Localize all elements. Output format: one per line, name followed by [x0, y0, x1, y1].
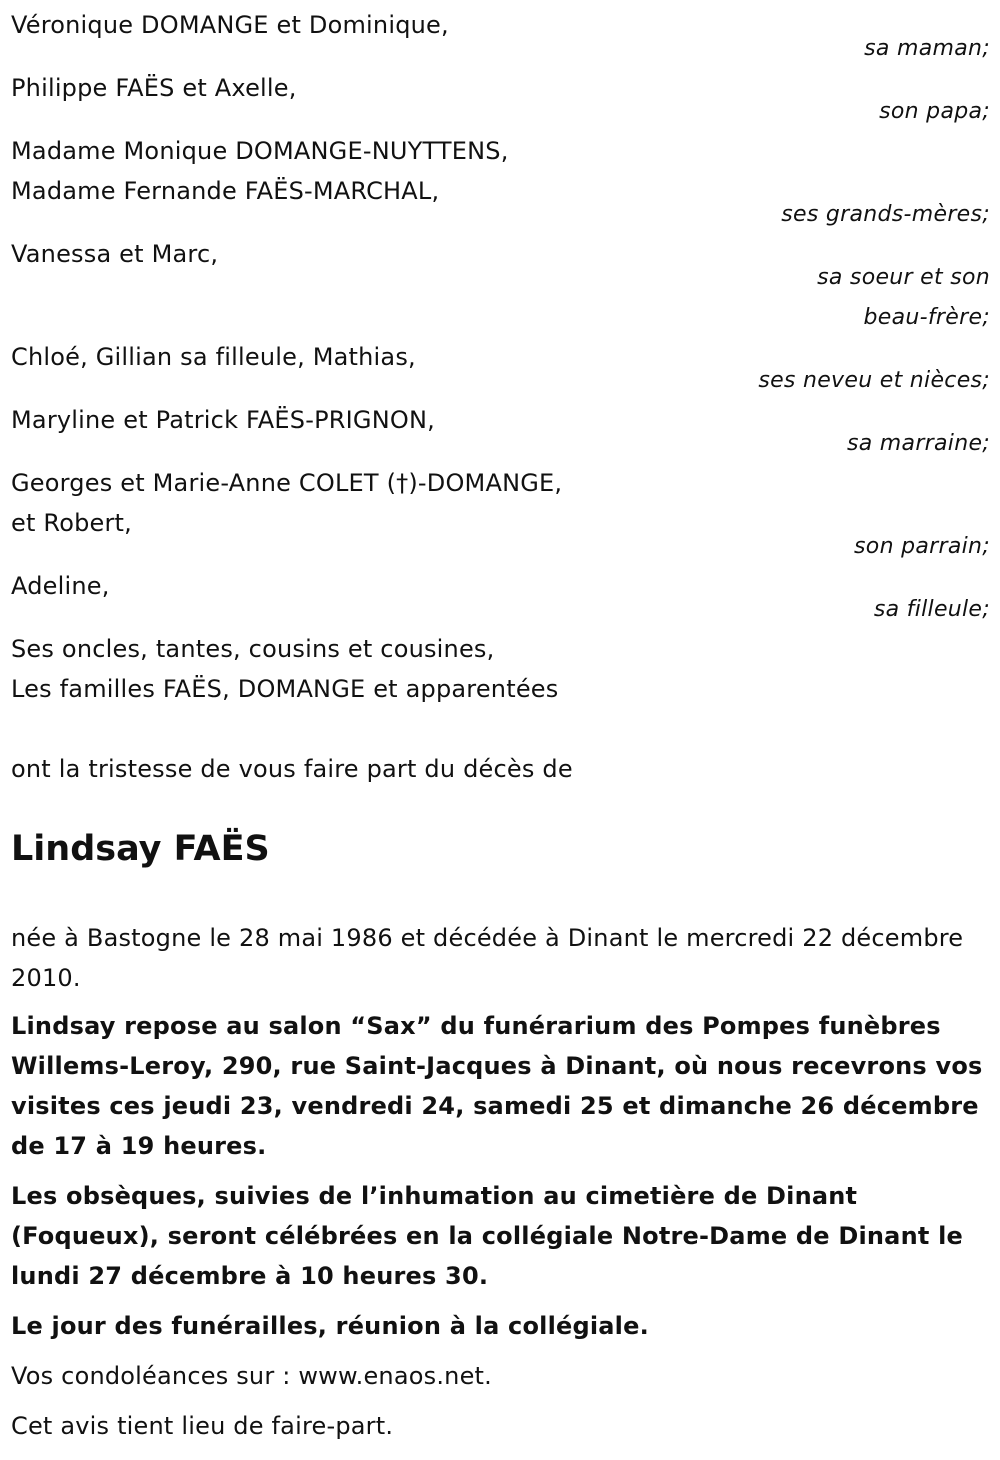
- family-role: son parrain;: [854, 534, 990, 559]
- notice-text: Cet avis tient lieu de faire-part.: [11, 1412, 394, 1440]
- family-names-line: Ses oncles, tantes, cousins et cousines,: [11, 635, 495, 663]
- family-role: beau-frère;: [863, 305, 990, 330]
- family-names-line: Véronique DOMANGE et Dominique,: [11, 11, 449, 39]
- family-names-line: Philippe FAËS et Axelle,: [11, 74, 297, 102]
- family-names-line: Les familles FAËS, DOMANGE et apparentées: [11, 675, 559, 703]
- condolences-text: Vos condoléances sur : www.enaos.net.: [11, 1362, 492, 1390]
- meeting-text: Le jour des funérailles, réunion à la collégiale.: [11, 1312, 649, 1340]
- family-role: sa soeur et son: [817, 265, 990, 290]
- family-names-line: Georges et Marie-Anne COLET (†)-DOMANGE,: [11, 469, 563, 497]
- family-names-line: Madame Fernande FAËS-MARCHAL,: [11, 177, 440, 205]
- family-role: sa filleule;: [873, 597, 990, 622]
- family-role: ses grands-mères;: [781, 202, 990, 227]
- family-names-line: Adeline,: [11, 572, 110, 600]
- funeral-text: Les obsèques, suivies de l’inhumation au cimetière de Dinant (Foqueux), seront célébrées en la collégiale Notre-Dame de Dinant le lundi 27 décembre à 10 heures 30.: [11, 1182, 963, 1290]
- family-role: sa maman;: [864, 36, 990, 61]
- family-names-line: Vanessa et Marc,: [11, 240, 219, 268]
- visitation-text: Lindsay repose au salon “Sax” du funérarium des Pompes funèbres Willems-Leroy, 290, rue Saint-Jacques à Dinant, où nous recevrons vos visites ces jeudi 23, vendredi 24, samedi 25 et dimanche 26 décembre de 17 à 19 heures.: [11, 1012, 983, 1160]
- family-role: sa marraine;: [846, 431, 990, 456]
- announcement-text: ont la tristesse de vous faire part du décès de: [11, 755, 573, 783]
- family-names-line: Madame Monique DOMANGE-NUYTTENS,: [11, 137, 509, 165]
- deceased-name: Lindsay FAËS: [11, 829, 270, 869]
- family-names-line: Maryline et Patrick FAËS-PRIGNON,: [11, 406, 435, 434]
- family-names-line: Chloé, Gillian sa filleule, Mathias,: [11, 343, 416, 371]
- family-names-line: et Robert,: [11, 509, 132, 537]
- family-role: ses neveu et nièces;: [758, 368, 990, 393]
- birth-death-text: née à Bastogne le 28 mai 1986 et décédée à Dinant le mercredi 22 décembre 2010.: [11, 924, 964, 992]
- family-role: son papa;: [879, 99, 990, 124]
